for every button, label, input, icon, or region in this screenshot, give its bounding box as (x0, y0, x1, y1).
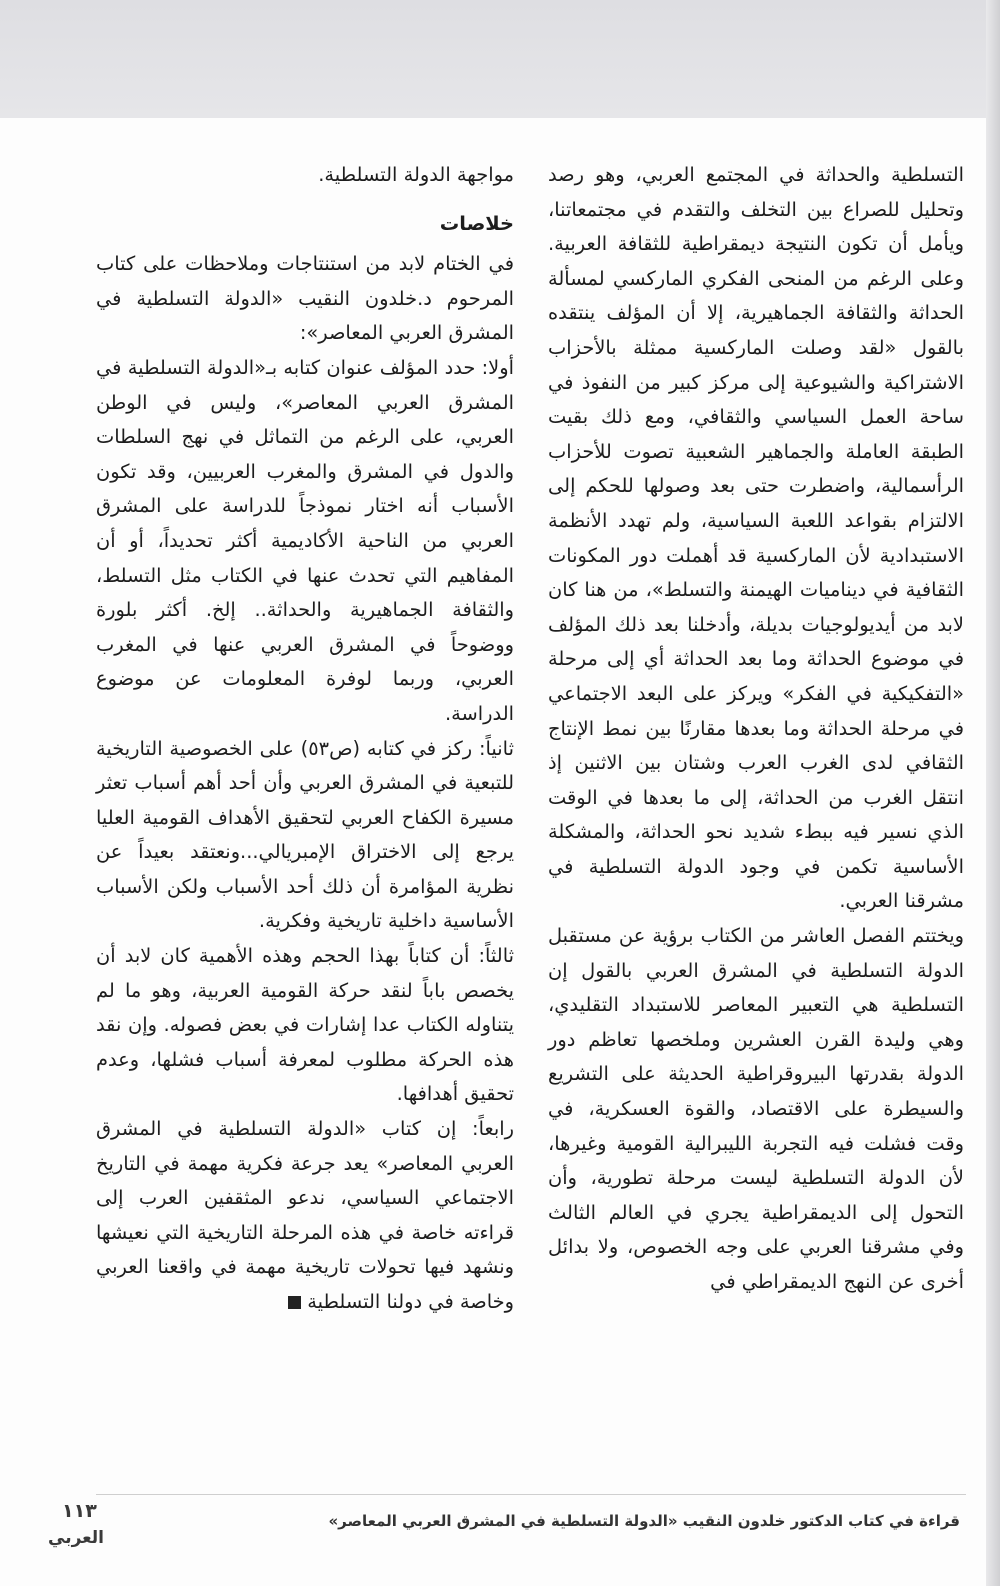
paragraph (96, 1112, 514, 1320)
paragraph: ويختتم الفصل العاشر من الكتاب برؤية عن مستقبل الدولة التسلطية في المشرق العربي بالقول إن التسلطية هي التعبير المعاصر للاستبداد التقليدي، وهي وليدة القرن العشرين وملخصها تعاظم دور الدولة بقدرتها البيروقراطية الحديثة على التشريع والسيطرة على الاقتصاد، والقوة العسكرية، في وقت فشلت فيه التجربة الليبرالية القومية وغيرها، لأن الدولة التسلطية ليست مرحلة تطورية، وأن التحول إلى الديمقراطية يجري في العالم الثالث وفي مشرقنا العربي على وجه الخصوص، ولا بدائل أخرى عن النهج الديمقراطي في (548, 924, 964, 1293)
paragraph: ثالثاً: أن كتاباً بهذا الحجم وهذه الأهمية كان لابد أن يخصص باباً لنقد حركة القومية العربية، وهو ما لم يتناوله الكتاب عدا إشارات في بعض فصوله. وإن نقد هذه الحركة مطلوب لمعرفة أسباب فشلها، وعدم تحقيق أهدافها. (96, 944, 514, 1106)
top-margin (0, 0, 1000, 118)
paragraph: مواجهة الدولة التسلطية. (318, 163, 514, 186)
right-text-column (548, 158, 964, 1300)
page-number: ١١٣ (62, 1500, 97, 1522)
paragraph-text: رابعاً: إن كتاب «الدولة التسلطية في المشرق العربي المعاصر» يعد جرعة فكرية مهمة في التاريخ الاجتماعي السياسي، ندعو المثقفين العرب إلى قراءته خاصة في هذه المرحلة التاريخية التي نعيشها ونشهد فيها تحولات تاريخية مهمة في واقعنا العربي وخاصة في دولنا التسلطية (96, 1117, 514, 1313)
footer-divider (96, 1494, 966, 1495)
paragraph: ثانياً: ركز في كتابه (ص٥٣) على الخصوصية التاريخية للتبعية في المشرق العربي وأن أحد أهم أسباب تعثر مسيرة الكفاح العربي لتحقيق الأهداف القومية العليا يرجع إلى الاختراق الإمبريالي...ونعتقد بعيداً عن نظرية المؤامرة أن ذلك أحد الأسباب ولكن الأسباب الأساسية داخلية تاريخية وفكرية. (96, 736, 514, 933)
left-text-column (96, 158, 514, 1320)
section-heading: خلاصات (439, 211, 514, 235)
paragraph: التسلطية والحداثة في المجتمع العربي، وهو رصد وتحليل للصراع بين التخلف والتقدم في مجتمعاتنا، ويأمل أن تكون النتيجة ديمقراطية للثقافة العربية. وعلى الرغم من المنحى الفكري الماركسي لمسألة الحداثة والثقافة الجماهيرية، إلا أن المؤلف ينتقده بالقول «لقد وصلت الماركسية ممثلة بالأحزاب الاشتراكية والشيوعية إلى مركز كبير من النفوذ في ساحة العمل السياسي والثقافي، ومع ذلك بقيت الطبقة العاملة والجماهير الشعبية تصوت للأحزاب الرأسمالية، واضطرت حتى بعد وصولها للحكم إلى الالتزام بقواعد اللعبة السياسية، ولم تهدد الأنظمة الاستبدادية لأن الماركسية قد أهملت دور المكونات الثقافية في ديناميات الهيمنة والتسلط»، من هنا كان لابد من أيديولوجيات بديلة، وأدخلنا بعد ذلك المؤلف في موضوع الحداثة وما بعد الحداثة أي إلى مرحلة «التفكيكية في الفكر» ويركز على البعد الاجتماعي في مرحلة الحداثة وما بعدها مقارنًا بين نمط الإنتاج الثقافي لدى الغرب العرب وشتان بين الاثنين إذ انتقل الغرب من الحداثة، إلى ما بعدها في الوقت الذي نسير فيه ببطء شديد نحو الحداثة، والمشكلة الأساسية تكمن في وجود الدولة التسلطية في مشرقنا العربي. (548, 163, 964, 913)
running-footer: قراءة في كتاب الدكتور خلدون النقيب «الدولة التسلطية في المشرق العربي المعاصر» (328, 1512, 960, 1530)
end-square-icon (288, 1296, 301, 1309)
paragraph: أولا: حدد المؤلف عنوان كتابه بـ«الدولة التسلطية في المشرق العربي المعاصر»، وليس في الوطن العربي، على الرغم من التماثل في نهج السلطات والدول في المشرق والمغرب العربيين، وقد تكون الأسباب أنه اختار نموذجاً للدراسة على المشرق العربي من الناحية الأكاديمية أكثر تحديداً، أو أن المفاهيم التي تحدث عنها في الكتاب مثل التسلط، والثقافة الجماهيرية والحداثة.. إلخ. أكثر بلورة ووضوحاً في المشرق العربي عنها في المغرب العربي، وربما لوفرة المعلومات عن موضوع الدراسة. (96, 355, 514, 725)
page-edge-shadow (986, 0, 1000, 1586)
magazine-name: العربي (48, 1528, 104, 1548)
paragraph: في الختام لابد من استنتاجات وملاحظات على كتاب المرحوم د.خلدون النقيب «الدولة التسلطية في المشرق العربي المعاصر»: (96, 252, 514, 345)
